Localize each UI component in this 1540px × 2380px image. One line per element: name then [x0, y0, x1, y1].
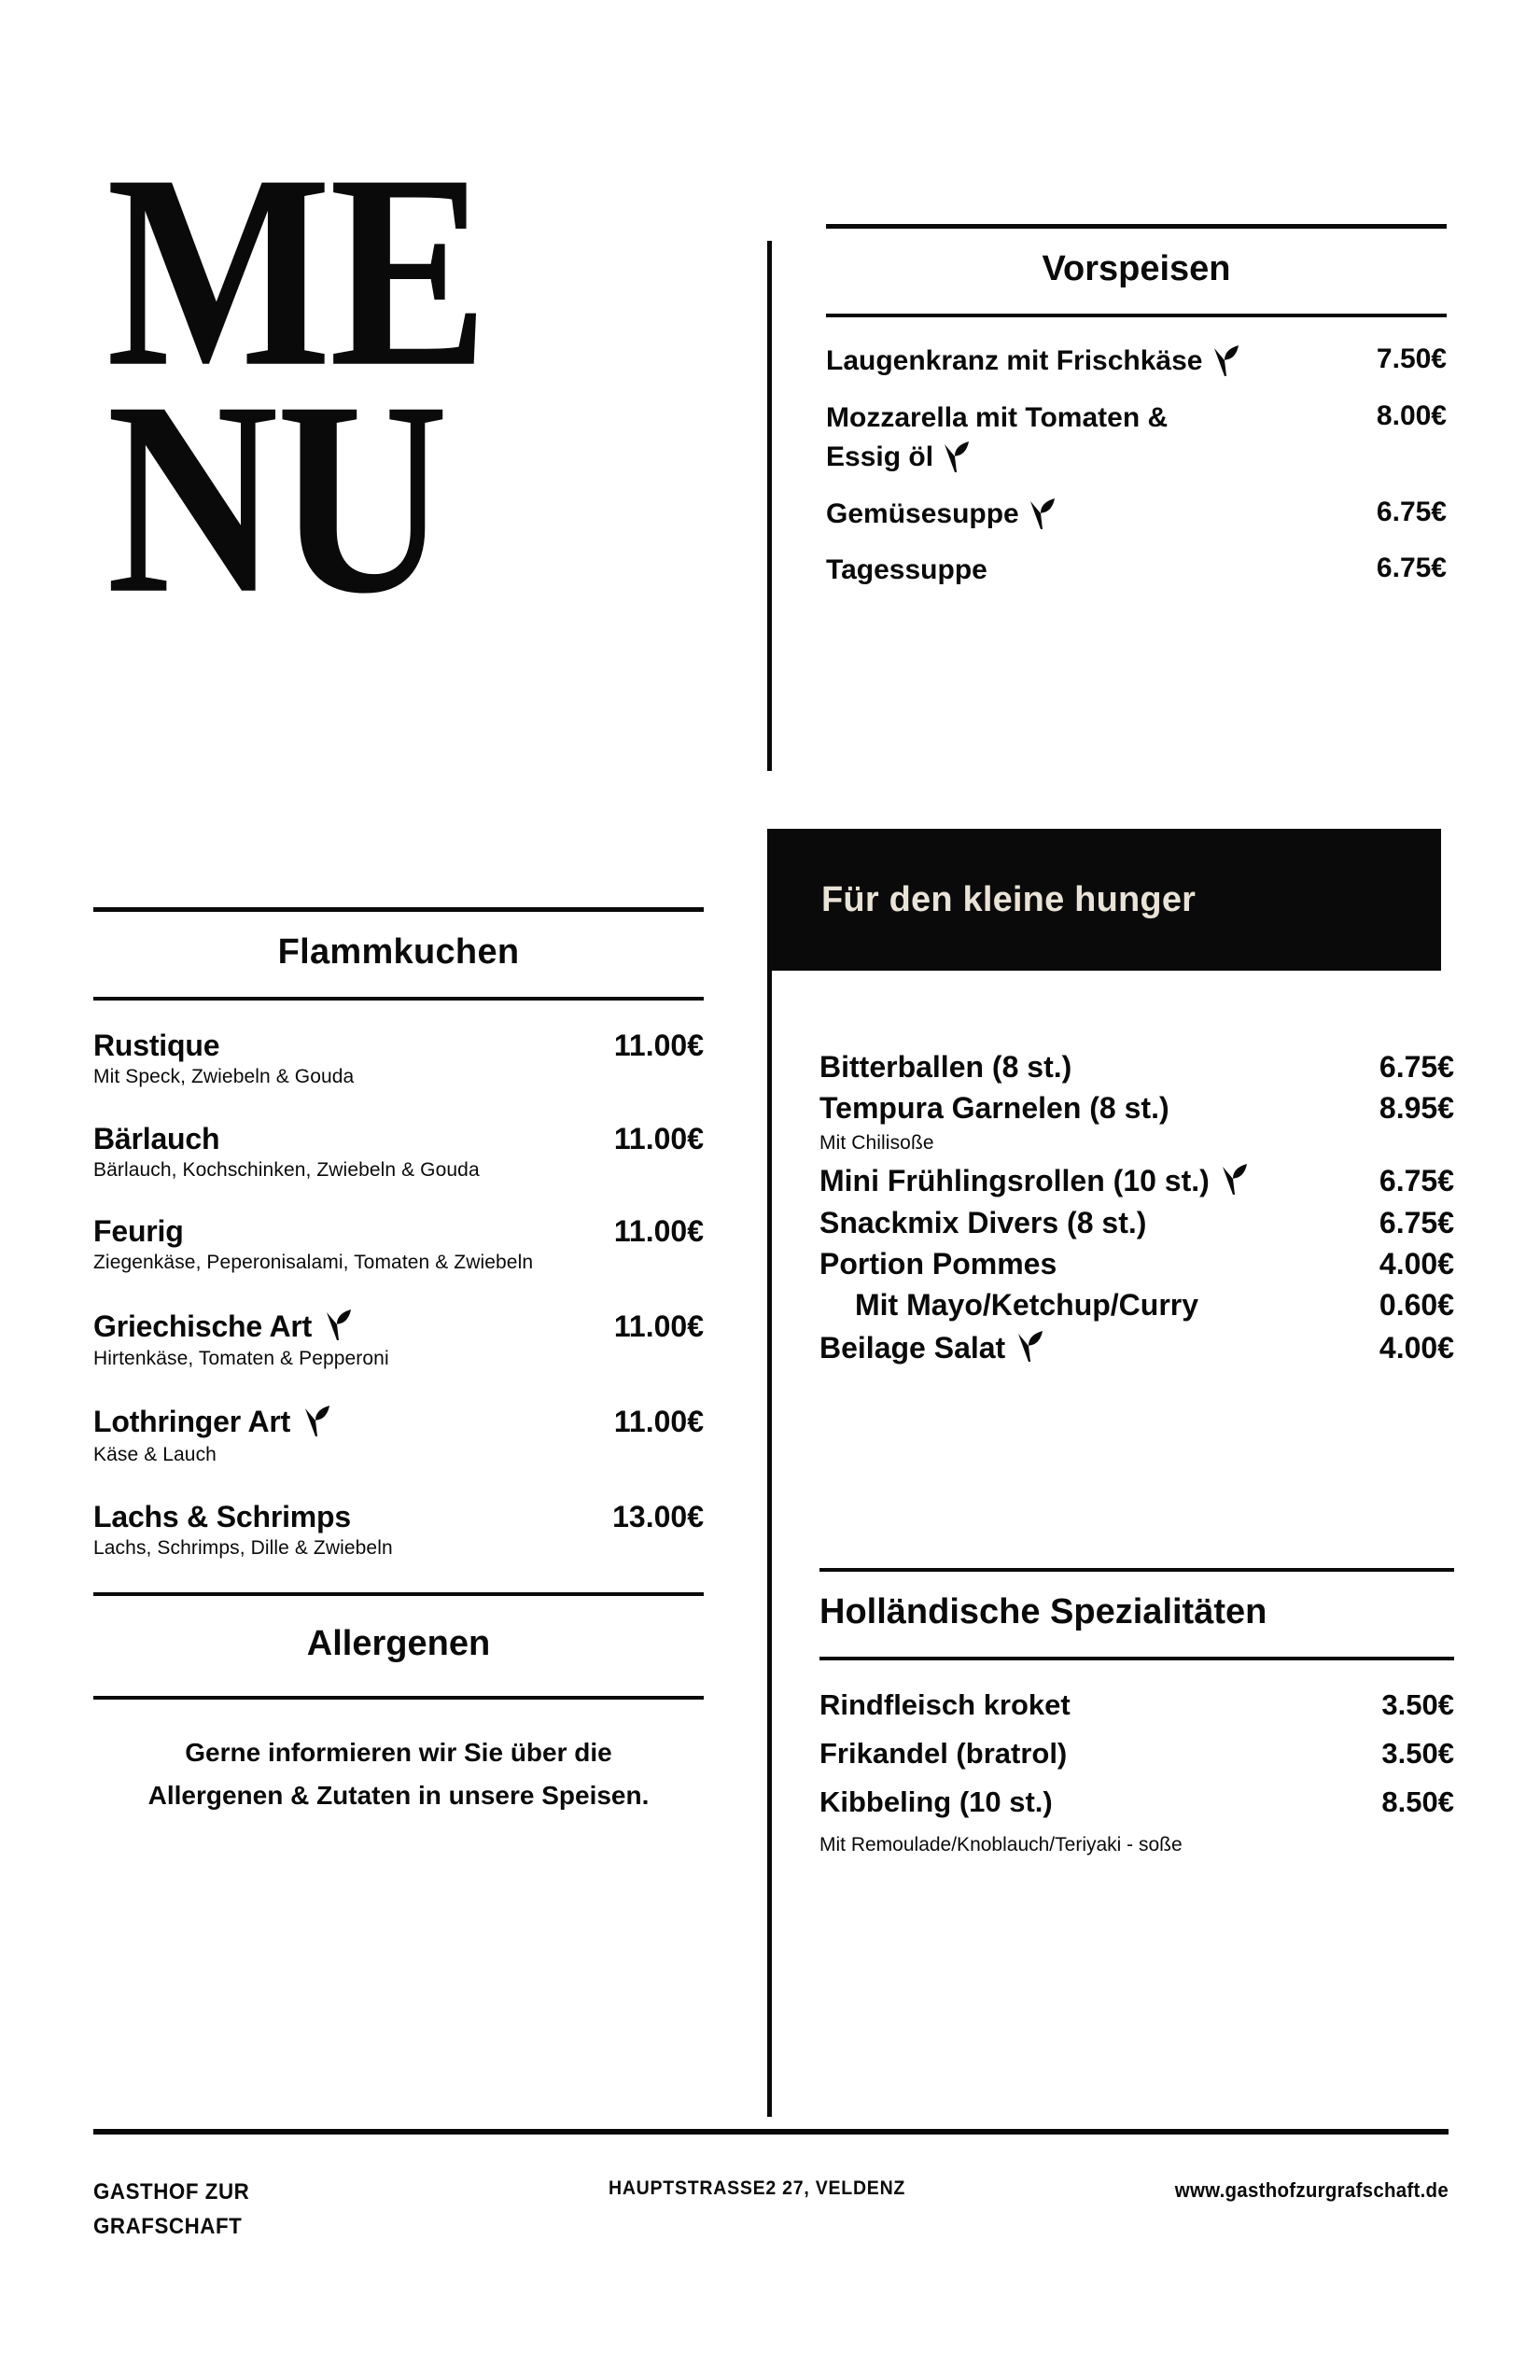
dish-title: Rustique — [93, 1028, 220, 1062]
dish-row — [93, 1214, 704, 1249]
hollandische-list — [819, 1660, 1454, 1860]
dish-price: 11.00€ — [613, 1121, 704, 1155]
snack-row — [819, 1247, 1454, 1281]
dish-price: 13.00€ — [612, 1499, 704, 1533]
footer-website: www.gasthofzurgrafschaft.de — [1174, 2178, 1449, 2202]
hollandische-row — [819, 1688, 1454, 1722]
snack-title: Mini Frühlingsrollen (10 st.) — [819, 1163, 1210, 1197]
vorspeisen-item — [826, 399, 1447, 478]
flammkuchen-heading: Flammkuchen — [277, 931, 520, 972]
snack-title: Tempura Garnelen (8 st.) — [819, 1091, 1169, 1125]
footer-rule — [93, 2129, 1449, 2135]
hollandische-name: Rindfleisch kroket — [819, 1688, 1071, 1721]
flammkuchen-item — [93, 1029, 704, 1090]
hollandische-row — [819, 1785, 1454, 1819]
flammkuchen-item — [93, 1214, 704, 1276]
vorspeisen-name — [826, 342, 1242, 382]
flammkuchen-bottom-rule — [93, 997, 704, 1001]
kleine-hunger-item — [819, 1050, 1454, 1085]
snack-price: 4.00€ — [1379, 1247, 1454, 1281]
snack-row — [819, 1329, 1454, 1366]
title-line-2: NU — [106, 345, 447, 651]
snack-row — [819, 1162, 1454, 1199]
flammkuchen-item — [93, 1122, 704, 1183]
vorspeisen-title: Laugenkranz mit Frischkäse — [826, 345, 1203, 376]
snack-title: Beilage Salat — [819, 1330, 1006, 1365]
hollandische-item — [819, 1737, 1454, 1771]
kleine-hunger-item — [819, 1288, 1454, 1323]
vorspeisen-item — [826, 551, 1447, 591]
veg-leaf-icon — [1015, 1329, 1046, 1366]
dish-description: Mit Speck, Zwiebeln & Gouda — [93, 1065, 355, 1087]
dish-price: 11.00€ — [613, 1309, 704, 1343]
veg-leaf-icon — [1219, 1162, 1251, 1199]
snack-price: 6.75€ — [1379, 1206, 1454, 1239]
snack-name — [819, 1162, 1251, 1199]
dish-description: Bärlauch, Kochschinken, Zwiebeln & Gouda — [93, 1158, 480, 1181]
snack-title: Snackmix Divers (8 st.) — [819, 1206, 1147, 1239]
dish-name — [93, 1308, 355, 1345]
vorspeisen-title: Mozzarella mit Tomaten & Essig öl — [826, 401, 1169, 473]
dish-description: Ziegenkäse, Peperonisalami, Tomaten & Zwiebeln — [93, 1252, 534, 1274]
dish-title: Lothringer Art — [93, 1405, 291, 1439]
vorspeisen-list — [826, 317, 1447, 591]
snack-price: 8.95€ — [1379, 1091, 1454, 1125]
snack-row — [819, 1050, 1454, 1085]
snack-title: Portion Pommes — [819, 1247, 1057, 1281]
snack-price: 4.00€ — [1379, 1330, 1454, 1365]
kleine-hunger-heading: Für den kleine hunger — [821, 879, 1197, 919]
hollandische-item — [819, 1785, 1454, 1860]
allergenen-heading: Allergenen — [306, 1624, 491, 1664]
vorspeisen-name — [826, 551, 987, 591]
hollandische-price: 3.50€ — [1381, 1737, 1454, 1770]
kleine-hunger-item — [819, 1162, 1454, 1199]
dish-description: Hirtenkäse, Tomaten & Pepperoni — [93, 1348, 389, 1370]
snack-row — [819, 1206, 1454, 1240]
page-title — [106, 119, 776, 651]
snack-price: 6.75€ — [1379, 1163, 1454, 1197]
hollandische-section — [819, 1568, 1454, 1860]
flammkuchen-list — [93, 1029, 704, 1561]
hollandische-price: 3.50€ — [1381, 1688, 1454, 1721]
snack-title: Mit Mayo/Ketchup/Curry — [855, 1288, 1199, 1322]
vorspeisen-section — [826, 224, 1447, 608]
vorspeisen-price: 6.75€ — [1376, 496, 1447, 527]
snack-name — [819, 1247, 1057, 1281]
veg-leaf-icon — [301, 1404, 333, 1441]
vorspeisen-heading: Vorspeisen — [1042, 249, 1231, 288]
footer-address: HAUPTSTRASSE2 27, VELDENZ — [608, 2177, 906, 2199]
dish-name — [93, 1029, 219, 1063]
vorspeisen-price: 6.75€ — [1376, 553, 1447, 584]
snack-name — [819, 1050, 1071, 1085]
vorspeisen-item — [826, 342, 1447, 382]
snack-price: 6.75€ — [1379, 1050, 1454, 1084]
dish-row — [93, 1500, 704, 1534]
flammkuchen-item — [93, 1404, 704, 1468]
hollandische-price: 8.50€ — [1381, 1785, 1454, 1818]
kleine-hunger-list — [819, 1050, 1454, 1373]
dish-price: 11.00€ — [613, 1214, 704, 1249]
snack-price: 0.60€ — [1379, 1288, 1454, 1322]
dish-title: Feurig — [93, 1214, 184, 1249]
kleine-hunger-item — [819, 1206, 1454, 1240]
snack-name — [819, 1206, 1146, 1240]
snack-title: Bitterballen (8 st.) — [819, 1050, 1072, 1084]
snack-row — [819, 1091, 1454, 1126]
snack-description: Mit Chilisoße — [819, 1132, 934, 1154]
dish-price: 11.00€ — [613, 1405, 704, 1439]
title-line-1: ME — [106, 119, 486, 425]
kleine-hunger-item — [819, 1091, 1454, 1155]
dish-description: Lachs, Schrimps, Dille & Zwiebeln — [93, 1536, 393, 1559]
footer — [93, 2175, 1449, 2244]
footer-brand: GASTHOF ZUR GRAFSCHAFT — [93, 2179, 250, 2240]
dish-row — [93, 1029, 704, 1063]
dish-description: Käse & Lauch — [93, 1443, 217, 1465]
veg-leaf-icon — [941, 440, 973, 477]
dish-price: 11.00€ — [613, 1028, 704, 1062]
hollandische-name: Frikandel (bratrol) — [819, 1737, 1068, 1770]
snack-row — [819, 1288, 1454, 1323]
hollandische-name: Kibbeling (10 st.) — [819, 1785, 1053, 1818]
dish-name — [93, 1404, 333, 1441]
dish-row — [93, 1122, 704, 1156]
left-column — [93, 119, 704, 1816]
hollandische-description: Mit Remoulade/Knoblauch/Teriyaki - soße — [819, 1834, 1183, 1855]
dish-title: Bärlauch — [93, 1121, 220, 1155]
veg-leaf-icon — [1211, 343, 1242, 381]
snack-name — [819, 1288, 1198, 1323]
vorspeisen-price: 8.00€ — [1376, 399, 1447, 431]
vorspeisen-title: Gemüsesuppe — [826, 497, 1019, 529]
kleine-hunger-item — [819, 1247, 1454, 1281]
veg-leaf-icon — [323, 1308, 355, 1345]
vorspeisen-name — [826, 399, 1246, 478]
hollandische-row — [819, 1737, 1454, 1771]
hollandische-heading: Holländische Spezialitäten — [819, 1592, 1267, 1631]
veg-leaf-icon — [1027, 497, 1058, 534]
kleine-hunger-banner — [767, 829, 1441, 971]
kleine-hunger-item — [819, 1329, 1454, 1366]
hollandische-item — [819, 1688, 1454, 1722]
vorspeisen-title: Tagessuppe — [826, 554, 987, 586]
allergenen-body: Gerne informieren wir Sie über die Allergenen & Zutaten in unsere Speisen. — [147, 1738, 650, 1810]
dish-row — [93, 1404, 704, 1441]
snack-name — [819, 1329, 1046, 1366]
vorspeisen-price: 7.50€ — [1376, 343, 1447, 374]
vorspeisen-item — [826, 495, 1447, 535]
flammkuchen-item — [93, 1500, 704, 1561]
flammkuchen-item — [93, 1308, 704, 1372]
dish-name — [93, 1122, 219, 1156]
snack-name — [819, 1091, 1169, 1126]
dish-title: Lachs & Schrimps — [93, 1499, 352, 1533]
column-divider-bottom — [767, 829, 772, 2117]
dish-name — [93, 1500, 351, 1534]
dish-title: Griechische Art — [93, 1309, 313, 1343]
dish-row — [93, 1308, 704, 1345]
vorspeisen-name — [826, 495, 1058, 535]
dish-name — [93, 1214, 184, 1249]
